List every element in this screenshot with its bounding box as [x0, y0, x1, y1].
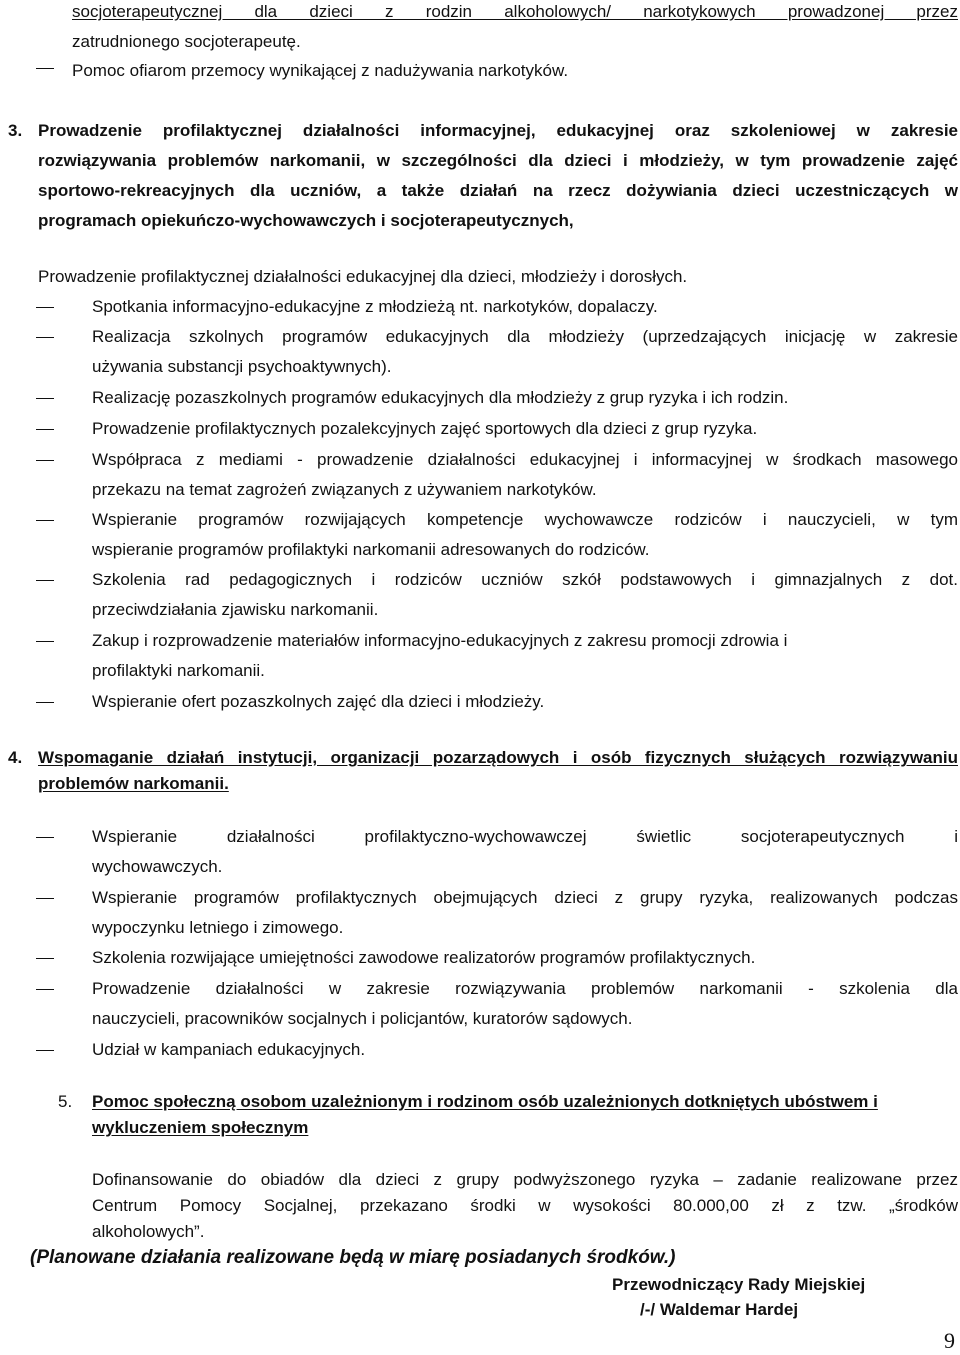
- section-5-paragraph-line: Dofinansowanie do obiadów dla dzieci z grupy podwyższonego ryzyka – zadanie realizowane przez: [92, 1170, 958, 1189]
- closing-note: (Planowane działania realizowane będą w miarę posiadanych środków.): [30, 1247, 676, 1268]
- list-item: Wspieranie programów rozwijających kompetencje wychowawcze rodziców i nauczycieli, w tym: [92, 510, 958, 529]
- section-3-intro: Prowadzenie profilaktycznej działalności edukacyjnej dla dzieci, młodzieży i dorosłych.: [38, 267, 688, 286]
- list-item-continuation: wspieranie programów profilaktyki narkomanii adresowanych do rodziców.: [92, 540, 650, 559]
- bullet-dash: [36, 580, 54, 581]
- list-item-continuation: przeciwdziałania zjawisku narkomanii.: [92, 600, 379, 619]
- bullet-dash: [36, 68, 54, 69]
- section-3-number: 3.: [8, 121, 23, 140]
- list-item: Realizacja szkolnych programów edukacyjnych dla młodzieży (uprzedzających inicjację w zakresie: [92, 327, 958, 346]
- list-item: Wspieranie ofert pozaszkolnych zajęć dla dzieci i młodzieży.: [92, 692, 545, 711]
- list-item: Zakup i rozprowadzenie materiałów informacyjno-edukacyjnych z zakresu promocji zdrowia i: [92, 631, 788, 650]
- section-3-heading-line: programach opiekuńczo-wychowawczych i socjoterapeutycznych,: [38, 211, 574, 230]
- list-item: Pomoc ofiarom przemocy wynikającej z nadużywania narkotyków.: [72, 61, 569, 80]
- bullet-dash: [36, 702, 54, 703]
- section-3-heading-line: sportowo-rekreacyjnych dla uczniów, a także działań na rzecz dożywiania dzieci uczestniczących w: [38, 181, 958, 200]
- section-5-paragraph-line: alkoholowych”.: [92, 1222, 205, 1241]
- list-item: Szkolenia rozwijające umiejętności zawodowe realizatorów programów profilaktycznych.: [92, 948, 756, 967]
- bullet-dash: [36, 460, 54, 461]
- section-4-heading-line: problemów narkomanii.: [38, 774, 229, 793]
- continuation-line-1: socjoterapeutycznej dla dzieci z rodzin alkoholowych/ narkotykowych prowadzonej przez: [72, 2, 958, 21]
- bullet-dash: [36, 429, 54, 430]
- list-item: Szkolenia rad pedagogicznych i rodziców uczniów szkół podstawowych i gimnazjalnych z dot.: [92, 570, 958, 589]
- bullet-dash: [36, 398, 54, 399]
- bullet-dash: [36, 307, 54, 308]
- list-item: Prowadzenie profilaktycznych pozalekcyjnych zajęć sportowych dla dzieci z grup ryzyka.: [92, 419, 758, 438]
- list-item-continuation: nauczycieli, pracowników socjalnych i policjantów, kuratorów sądowych.: [92, 1009, 633, 1028]
- section-5-heading-line: wykluczeniem społecznym: [92, 1118, 309, 1137]
- list-item: Wspieranie działalności profilaktyczno-wychowawczej świetlic socjoterapeutycznych i: [92, 827, 958, 846]
- list-item-continuation: wypoczynku letniego i zimowego.: [92, 918, 344, 937]
- bullet-dash: [36, 898, 54, 899]
- continuation-line-2: zatrudnionego socjoterapeutę.: [72, 32, 301, 51]
- list-item: Współpraca z mediami - prowadzenie działalności edukacyjnej i informacyjnej w środkach masowego: [92, 450, 958, 469]
- list-item-continuation: używania substancji psychoaktywnych).: [92, 357, 392, 376]
- bullet-dash: [36, 958, 54, 959]
- signature-title: Przewodniczący Rady Miejskiej: [612, 1275, 866, 1294]
- list-item: Wspieranie programów profilaktycznych obejmujących dzieci z grupy ryzyka, realizowanych podczas: [92, 888, 958, 907]
- section-4-heading-line: Wspomaganie działań instytucji, organizacji pozarządowych i osób fizycznych służących rozwiązywaniu: [38, 748, 958, 767]
- bullet-dash: [36, 520, 54, 521]
- section-5-paragraph-line: Centrum Pomocy Socjalnej, przekazano środki w wysokości 80.000,00 zł z tzw. „środków: [92, 1196, 958, 1215]
- bullet-dash: [36, 837, 54, 838]
- bullet-dash: [36, 989, 54, 990]
- section-5-number: 5.: [58, 1092, 73, 1111]
- list-item-continuation: przekazu na temat zagrożeń związanych z używaniem narkotyków.: [92, 480, 597, 499]
- list-item: Realizację pozaszkolnych programów edukacyjnych dla młodzieży z grup ryzyka i ich rodzin.: [92, 388, 789, 407]
- list-item: Spotkania informacyjno-edukacyjne z młodzieżą nt. narkotyków, dopalaczy.: [92, 297, 658, 316]
- list-item-continuation: profilaktyki narkomanii.: [92, 661, 265, 680]
- bullet-dash: [36, 1050, 54, 1051]
- section-3-heading-line: Prowadzenie profilaktycznej działalności informacyjnej, edukacyjnej oraz szkoleniowej w zakresie: [38, 121, 958, 140]
- bullet-dash: [36, 337, 54, 338]
- list-item: Udział w kampaniach edukacyjnych.: [92, 1040, 366, 1059]
- section-3-heading-line: rozwiązywania problemów narkomanii, w szczególności dla dzieci i młodzieży, w tym prowadzenie zajęć: [38, 151, 958, 170]
- list-item-continuation: wychowawczych.: [92, 857, 223, 876]
- list-item: Prowadzenie działalności w zakresie rozwiązywania problemów narkomanii - szkolenia dla: [92, 979, 958, 998]
- bullet-dash: [36, 641, 54, 642]
- signature-name: /-/ Waldemar Hardej: [640, 1300, 799, 1319]
- section-5-heading-line: Pomoc społeczną osobom uzależnionym i rodzinom osób uzależnionych dotkniętych ubóstwem i: [92, 1092, 878, 1111]
- page-number: 9: [944, 1328, 955, 1353]
- section-4-number: 4.: [8, 748, 23, 767]
